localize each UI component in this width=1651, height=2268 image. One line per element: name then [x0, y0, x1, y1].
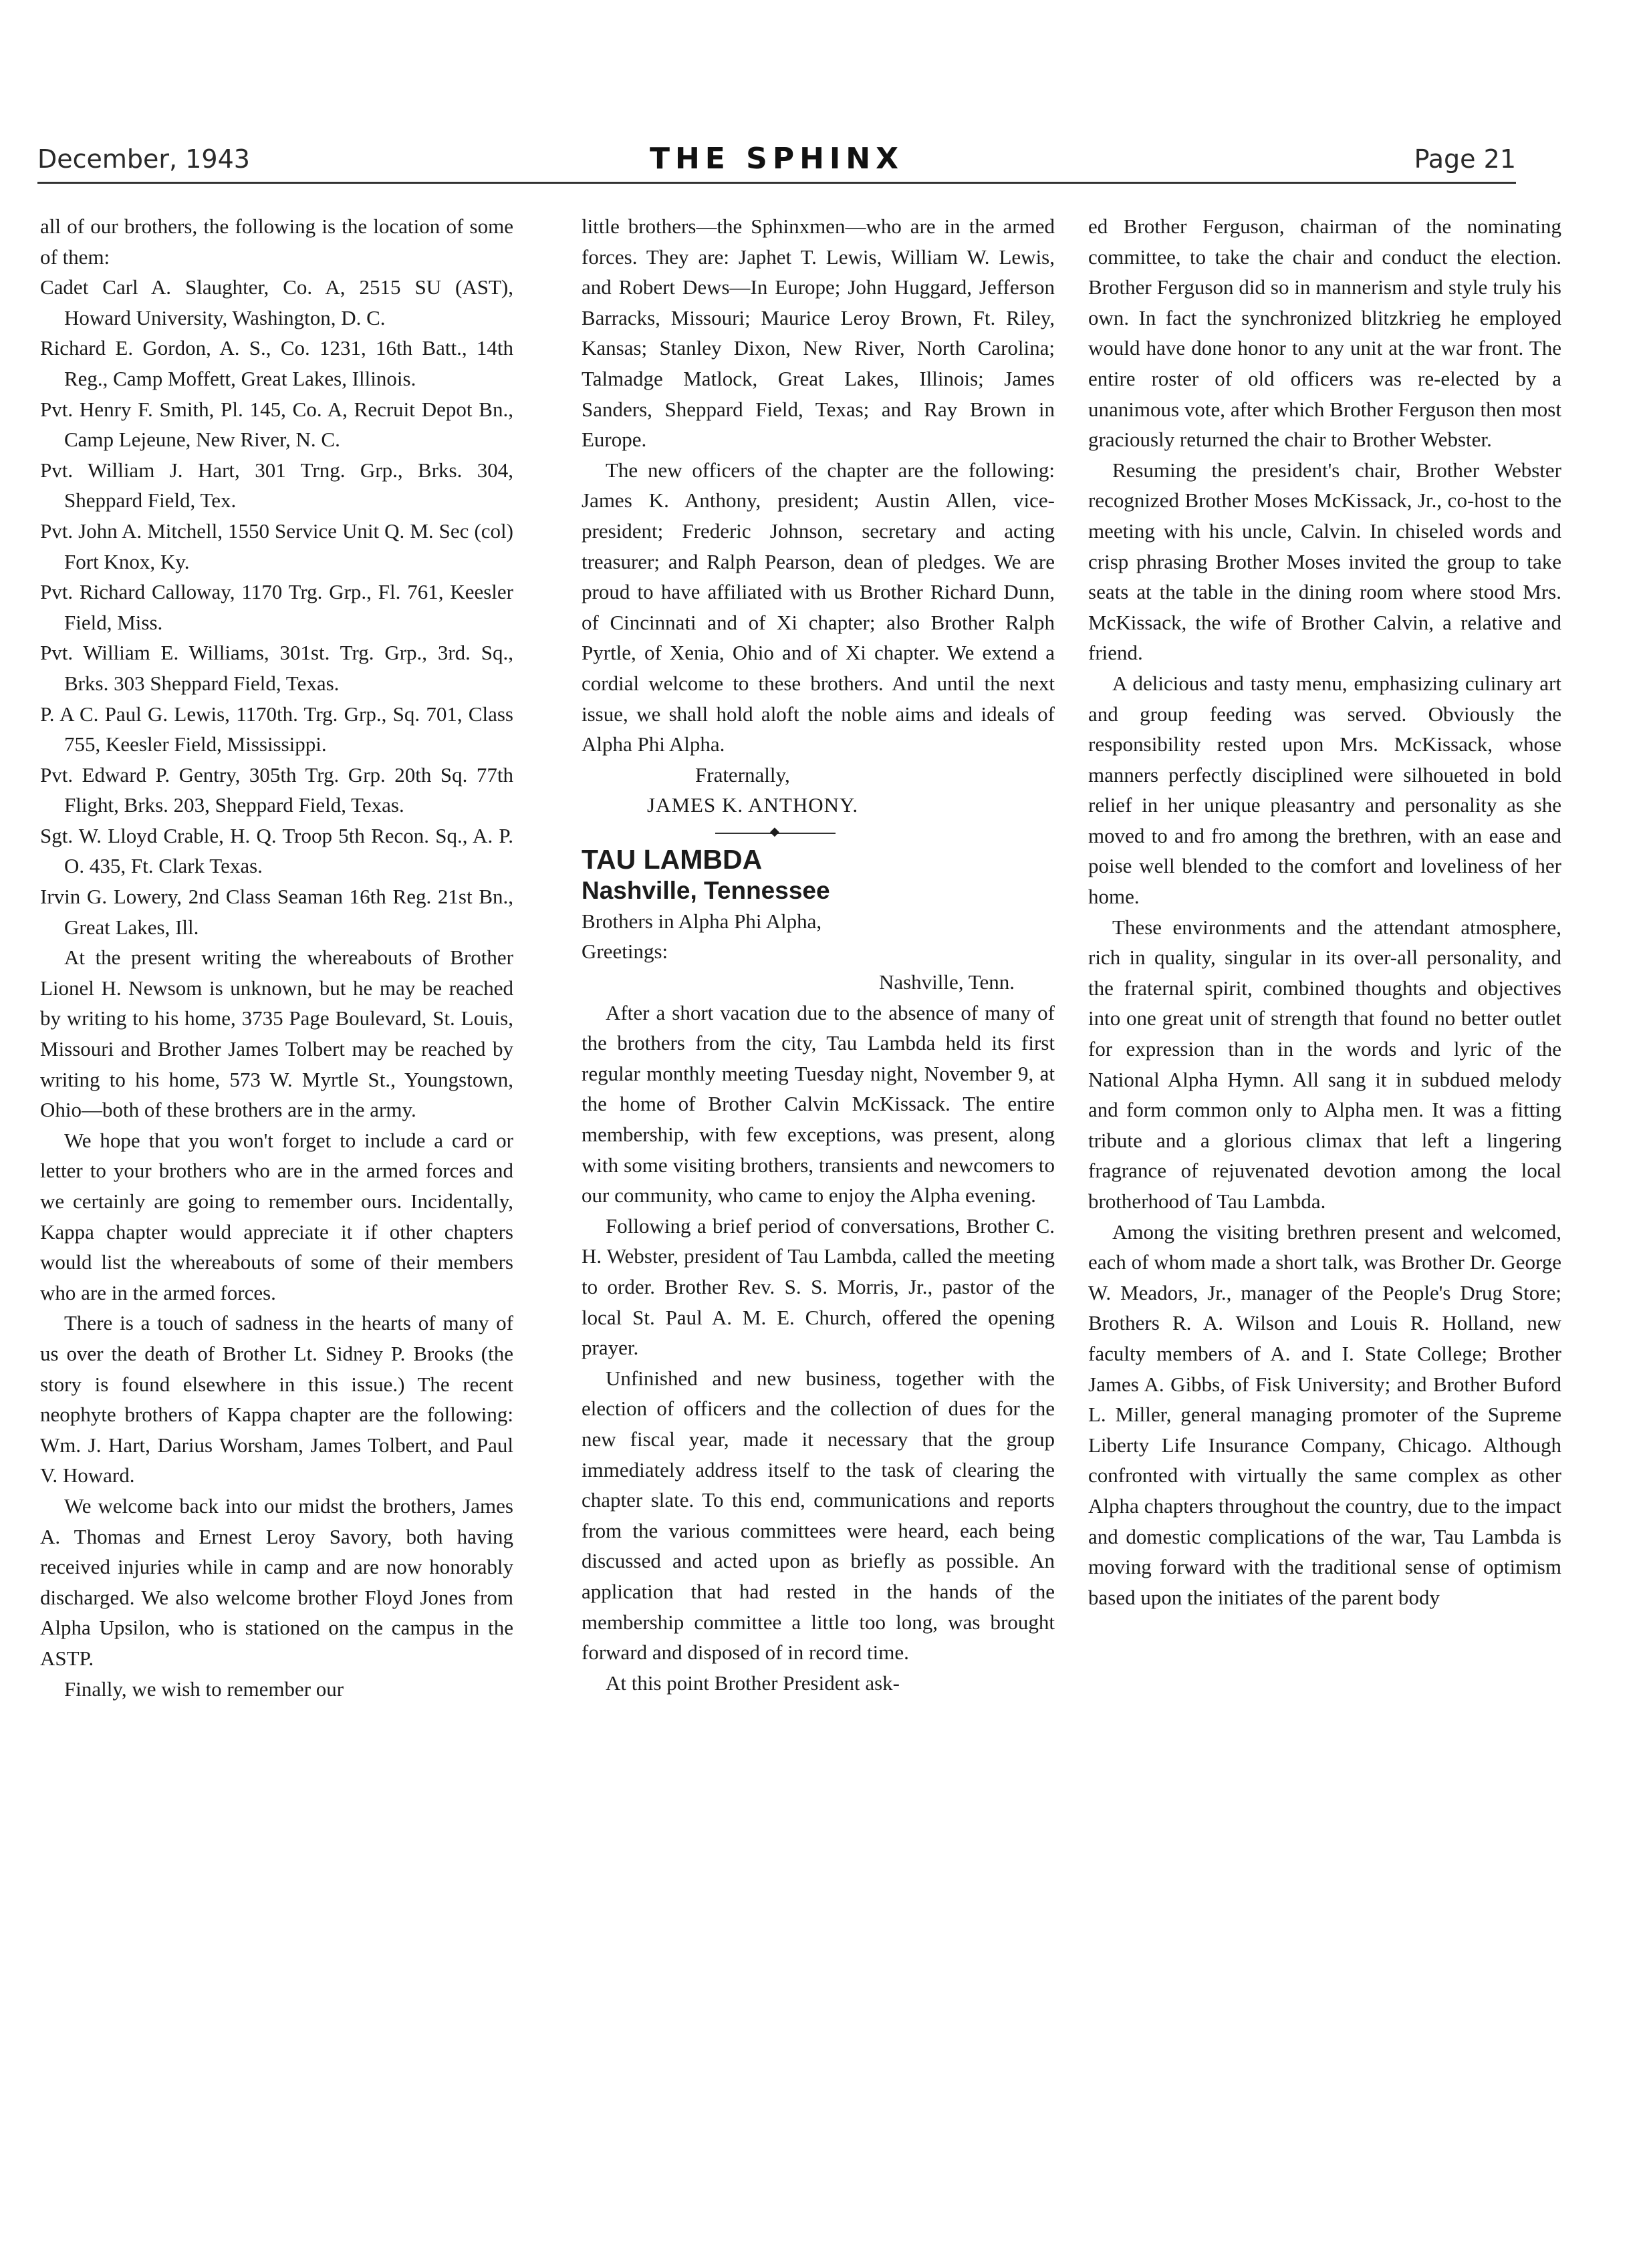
address-entry: Pvt. Richard Calloway, 1170 Trg. Grp., Fl. 761, Keesler Field, Miss.	[40, 580, 513, 634]
paragraph: little brothers—the Sphinxmen—who are in the armed forces. They are: Japhet T. Lewis, William W. Lewis, and Robert Dews—In Europe; John Huggard, Jefferson Barracks, Missouri; Maurice Leroy Brown, Ft. Riley, Kansas; Stanley Dixon, New River, North Carolina; Talmadge Matlock, Great Lakes, Illinois; James Sanders, Sheppard Field, Texas; and Ray Brown in Europe.	[582, 215, 1055, 452]
address-entry: Cadet Carl A. Slaughter, Co. A, 2515 SU (AST), Howard University, Washington, D. C.	[40, 275, 513, 329]
paragraph: all of our brothers, the following is the location of some of them:	[40, 215, 513, 269]
address-entry: Pvt. William J. Hart, 301 Trng. Grp., Brks. 304, Sheppard Field, Tex.	[40, 458, 513, 513]
header-rule	[37, 182, 1516, 184]
address-entry: Sgt. W. Lloyd Crable, H. Q. Troop 5th Recon. Sq., A. P. O. 435, Ft. Clark Texas.	[40, 823, 513, 878]
paragraph: There is a touch of sadness in the hearts of many of us over the death of Brother Lt. Sidney P. Brooks (the story is found elsewhere in this issue.) The recent neophyte brothers of Kappa chapter are the following: Wm. J. Hart, Darius Worsham, James Tolbert, and Paul V. Howard.	[40, 1311, 513, 1487]
paragraph: Finally, we wish to remember our	[64, 1677, 344, 1701]
column-2	[582, 211, 1055, 1698]
paragraph: After a short vacation due to the absence of many of the brothers from the city, Tau Lambda held its first regular monthly meeting Tuesday night, November 9, at the home of Brother Calvin McKissack. The entire membership, with few exceptions, was present, along with some visiting brothers, transients and newcomers to our community, who came to enjoy the Alpha evening.	[582, 1000, 1055, 1208]
magazine-title: THE SPHINX	[649, 142, 904, 176]
paragraph: We hope that you won't forget to include a card or letter to your brothers who are in the armed forces and we certainly are going to remember ours. Incidentally, Kappa chapter would appreciate it if other chapters would list the whereabouts of some of their members who are in the armed forces.	[40, 1128, 513, 1304]
closing: Fraternally,	[695, 762, 790, 787]
paragraph: ed Brother Ferguson, chairman of the nominating committee, to take the chair and conduct the election. Brother Ferguson did so in mannerism and style truly his own. In fact the synchronized blitzkrieg he employed would have done honor to any unit at the war front. The entire roster of old officers was re-elected by a unanimous vote, after which Brother Ferguson then most graciously returned the chair to Brother Webster.	[1088, 215, 1561, 452]
signature: JAMES K. ANTHONY.	[647, 793, 859, 817]
address-entry: Richard E. Gordon, A. S., Co. 1231, 16th Batt., 14th Reg., Camp Moffett, Great Lakes, Illinois.	[40, 336, 513, 390]
paragraph: The new officers of the chapter are the following: James K. Anthony, president; Austin Allen, vice-president; Frederic Johnson, secretary and acting treasurer; and Ralph Pearson, dean of pledges. We are proud to have affiliated with us Brother Richard Dunn, of Cincinnati and of Xi chapter; also Brother Ralph Pyrtle, of Xenia, Ohio and of Xi chapter. We extend a cordial welcome to these brothers. And until the next issue, we shall hold aloft the noble aims and ideals of Alpha Phi Alpha.	[582, 458, 1055, 756]
issue-date: December, 1943	[37, 144, 250, 174]
paragraph: Among the visiting brethren present and welcomed, each of whom made a short talk, was Brother Dr. George W. Meadors, Jr., manager of the People's Drug Store; Brothers R. A. Wilson and Louis R. Holland, new faculty members of A. and I. State College; Brother James A. Gibbs, of Fisk University; and Brother Buford L. Miller, general managing promoter of the Supreme Liberty Life Insurance Company, Chicago. Although confronted with virtually the same complex as other Alpha chapters throughout the country, due to the impact and domestic complications of the war, Tau Lambda is moving forward with the traditional sense of optimism based upon the initiates of the parent body	[1088, 1220, 1561, 1609]
salutation: Brothers in Alpha Phi Alpha,	[582, 909, 822, 933]
greeting: Greetings:	[582, 940, 668, 964]
page-number: Page 21	[1414, 144, 1516, 174]
section-divider	[715, 824, 836, 838]
diamond-ornament-icon: ◆	[770, 824, 779, 838]
paragraph: We welcome back into our midst the brothers, James A. Thomas and Ernest Leroy Savory, both having received injuries while in camp and are now honorably discharged. We also welcome brother Floyd Jones from Alpha Upsilon, who is stationed on the campus in the ASTP.	[40, 1494, 513, 1670]
paragraph: A delicious and tasty menu, emphasizing culinary art and group feeding was served. Obviously the responsibility rested upon Mrs. McKissack, whose manners perfectly disciplined were silhoueted in bold relief in her unique pleasantry and personality as she moved to and fro among the brethren, with an ease and poise well blended to the comfort and loveliness of her home.	[1088, 671, 1561, 909]
page-header	[37, 144, 1516, 184]
chapter-location: Nashville, Tennessee	[582, 876, 830, 904]
address-entry: Pvt. Edward P. Gentry, 305th Trg. Grp. 20th Sq. 77th Flight, Brks. 203, Sheppard Field, Texas.	[40, 762, 513, 817]
paragraph: Following a brief period of conversations, Brother C. H. Webster, president of Tau Lambda, called the meeting to order. Brother Rev. S. S. Morris, Jr., pastor of the local St. Paul A. M. E. Church, offered the opening prayer.	[582, 1214, 1055, 1360]
column-1	[40, 211, 513, 1704]
paragraph: Resuming the president's chair, Brother Webster recognized Brother Moses McKissack, Jr., co-host to the meeting with his uncle, Calvin. In chiseled words and crisp phrasing Brother Moses invited the group to take seats at the table in the dining room where stood Mrs. McKissack, the wife of Brother Calvin, a relative and friend.	[1088, 458, 1561, 665]
column-3	[1088, 211, 1561, 1612]
address-entry: Irvin G. Lowery, 2nd Class Seaman 16th Reg. 21st Bn., Great Lakes, Ill.	[40, 885, 513, 939]
address-entry: Pvt. William E. Williams, 301st. Trg. Grp., 3rd. Sq., Brks. 303 Sheppard Field, Texas.	[40, 641, 513, 695]
paragraph: At the present writing the whereabouts of Brother Lionel H. Newsom is unknown, but he may be reached by writing to his home, 3735 Page Boulevard, St. Louis, Missouri and Brother James Tolbert may be reached by writing to his home, 573 W. Myrtle St., Youngstown, Ohio—both of these brothers are in the army.	[40, 946, 513, 1122]
dateline: Nashville, Tenn.	[878, 970, 1015, 994]
paragraph: These environments and the attendant atmosphere, rich in quality, singular in its over-all personality, and the fraternal spirit, combined thoughts and objectives into one great unit of strength that found no better outlet for expression than in the words and lyric of the National Alpha Hymn. All sang it in subdued melody and form common only to Alpha men. It was a fitting tribute and a glorious climax that left a lingering fragrance of rejuvenated devotion among the local brotherhood of Tau Lambda.	[1088, 915, 1561, 1213]
address-entry: Pvt. Henry F. Smith, Pl. 145, Co. A, Recruit Depot Bn., Camp Lejeune, New River, N. C.	[40, 397, 513, 452]
paragraph: At this point Brother President ask-	[606, 1671, 900, 1695]
address-entry: Pvt. John A. Mitchell, 1550 Service Unit Q. M. Sec (col) Fort Knox, Ky.	[40, 519, 513, 573]
address-entry: P. A C. Paul G. Lewis, 1170th. Trg. Grp., Sq. 701, Class 755, Keesler Field, Mississippi.	[40, 702, 513, 756]
paragraph: Unfinished and new business, together with the election of officers and the collection of dues for the new fiscal year, made it necessary that the group immediately address itself to the task of clearing the chapter slate. To this end, communications and reports from the various committees were heard, each being discussed and acted upon as briefly as possible. An application that had rested in the hands of the membership committee a little too long, was brought forward and disposed of in record time.	[582, 1366, 1055, 1665]
chapter-heading: TAU LAMBDA	[582, 843, 763, 875]
